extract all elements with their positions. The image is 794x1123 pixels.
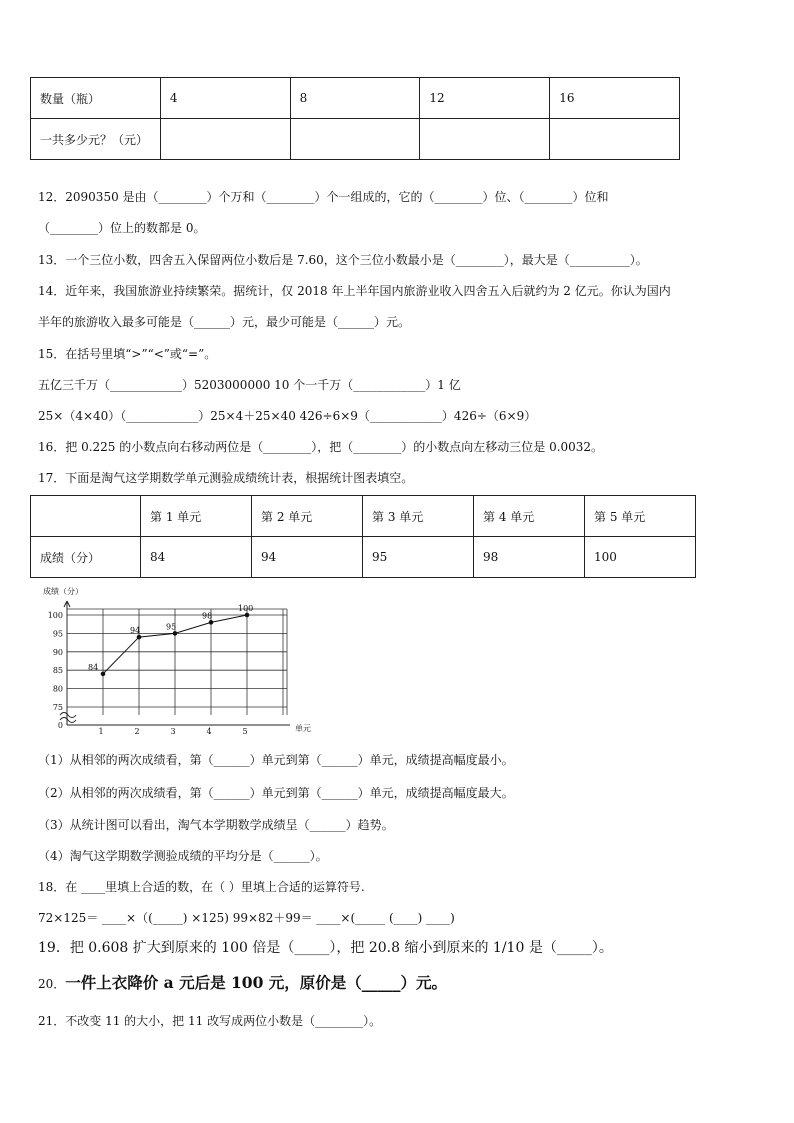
question-19: 19．把 0.608 扩大到原来的 100 倍是（_____），把 20.8 缩小到原来的 1/10 是（_____）。 (38, 940, 613, 956)
chart-x-tick-label: 4 (206, 727, 212, 736)
price-table (30, 77, 680, 160)
table-cell: 第 1 单元 (141, 496, 252, 537)
question-21: 21．不改变 11 的大小，把 11 改写成两位小数是（________）。 (38, 1014, 382, 1028)
chart-axis-break (60, 713, 76, 718)
table-cell (31, 496, 141, 537)
chart-x-tick-label: 1 (98, 727, 104, 736)
chart-point (209, 620, 214, 625)
chart-y-tick-label: 0 (57, 721, 63, 730)
table-cell: 数量（瓶） (31, 78, 161, 119)
table-cell[interactable] (290, 119, 420, 160)
chart-y-label: 成绩（分） (43, 587, 83, 596)
question-20 (38, 975, 447, 992)
question-13: 13．一个三位小数，四舍五入保留两位小数后是 7.60，这个三位小数最小是（________），最大是（__________）。 (38, 253, 648, 267)
chart-y-tick-label: 95 (52, 629, 63, 639)
chart-x-tick-label: 3 (170, 727, 176, 736)
score-line-chart (30, 583, 340, 743)
score-table (30, 495, 696, 578)
table-cell: 100 (585, 537, 696, 578)
chart-point (137, 635, 142, 640)
question-17-sub-3: （3）从统计图可以看出，淘气本学期数学成绩呈（______）趋势。 (38, 818, 394, 832)
table-cell[interactable] (160, 119, 290, 160)
table-cell: 8 (290, 78, 420, 119)
chart-y-tick-label: 85 (52, 666, 63, 676)
chart-x-label: 单元 (295, 724, 311, 733)
chart-grid (48, 601, 290, 736)
table-cell: 94 (252, 537, 363, 578)
table-cell: 98 (474, 537, 585, 578)
table-cell: 一共多少元？（元） (31, 119, 161, 160)
question-15-line-1: 五亿三千万（____________）5203000000 10 个一千万（____________）1 亿 (38, 378, 461, 392)
question-18-line-1: 18．在 ____里填上合适的数，在（ ）里填上合适的运算符号. (38, 880, 365, 894)
table-cell: 成绩（分） (31, 537, 141, 578)
table-cell: 第 2 单元 (252, 496, 363, 537)
table-cell: 第 4 单元 (474, 496, 585, 537)
question-12-line-1: 12．2090350 是由（________）个万和（________）个一组成的，它的（________）位、（________）位和 (38, 190, 609, 204)
question-15-title: 15．在括号里填“>”“<”或“=”。 (38, 347, 217, 361)
table-cell: 第 3 单元 (363, 496, 474, 537)
question-14-line-1: 14．近年来，我国旅游业持续繁荣。据统计，仅 2018 年上半年国内旅游业收入四舍五入后就约为 2 亿元。你认为国内 (38, 284, 671, 298)
chart-y-tick-label: 80 (52, 684, 63, 694)
chart-x-tick-label: 5 (242, 727, 248, 736)
chart-y-tick-label: 75 (52, 703, 63, 712)
table-cell: 95 (363, 537, 474, 578)
question-16: 16．把 0.225 的小数点向右移动两位是（________），把（________）的小数点向左移动三位是 0.0032。 (38, 440, 604, 454)
question-14-line-2: 半年的旅游收入最多可能是（______）元，最少可能是（______）元。 (38, 315, 411, 329)
question-18-line-2: 72×125＝ ____×（(_____) ×125) 99×82＋99＝ ____×(_____ (____) ____) (38, 911, 455, 925)
table-cell: 第 5 单元 (585, 496, 696, 537)
question-17-sub-4: （4）淘气这学期数学测验成绩的平均分是（______）。 (38, 849, 328, 863)
question-17-sub-2: （2）从相邻的两次成绩看，第（______）单元到第（______）单元，成绩提高幅度最大。 (38, 786, 514, 800)
chart-y-tick-label: 100 (47, 611, 63, 620)
chart-data-label: 84 (88, 662, 99, 672)
chart-data-label: 94 (130, 626, 141, 636)
table-cell[interactable] (420, 119, 550, 160)
chart-x-tick-label: 2 (134, 727, 140, 736)
chart-point (245, 613, 250, 618)
question-17-sub-1: （1）从相邻的两次成绩看，第（______）单元到第（______）单元，成绩提高幅度最小。 (38, 753, 514, 767)
table-cell: 16 (550, 78, 680, 119)
chart-y-tick-label: 90 (52, 647, 63, 657)
chart-point (173, 631, 178, 636)
question-20-number: 20． (38, 977, 66, 991)
table-cell[interactable] (550, 119, 680, 160)
chart-point (101, 672, 106, 677)
question-20-text: 一件上衣降价 a 元后是 100 元，原价是（_____）元。 (65, 973, 448, 992)
table-cell: 12 (420, 78, 550, 119)
chart-data-label: 95 (166, 622, 177, 632)
question-12-line-2: （________）位上的数都是 0。 (38, 221, 206, 235)
table-cell: 84 (141, 537, 252, 578)
chart-data-label: 100 (238, 604, 254, 613)
question-17-title: 17．下面是淘气这学期数学单元测验成绩统计表，根据统计图表填空。 (38, 471, 414, 485)
chart-data-label: 98 (202, 611, 213, 621)
table-cell: 4 (160, 78, 290, 119)
question-15-line-2: 25×（4×40）（____________）25×4＋25×40 426÷6×9（____________）426÷（6×9） (38, 409, 537, 423)
